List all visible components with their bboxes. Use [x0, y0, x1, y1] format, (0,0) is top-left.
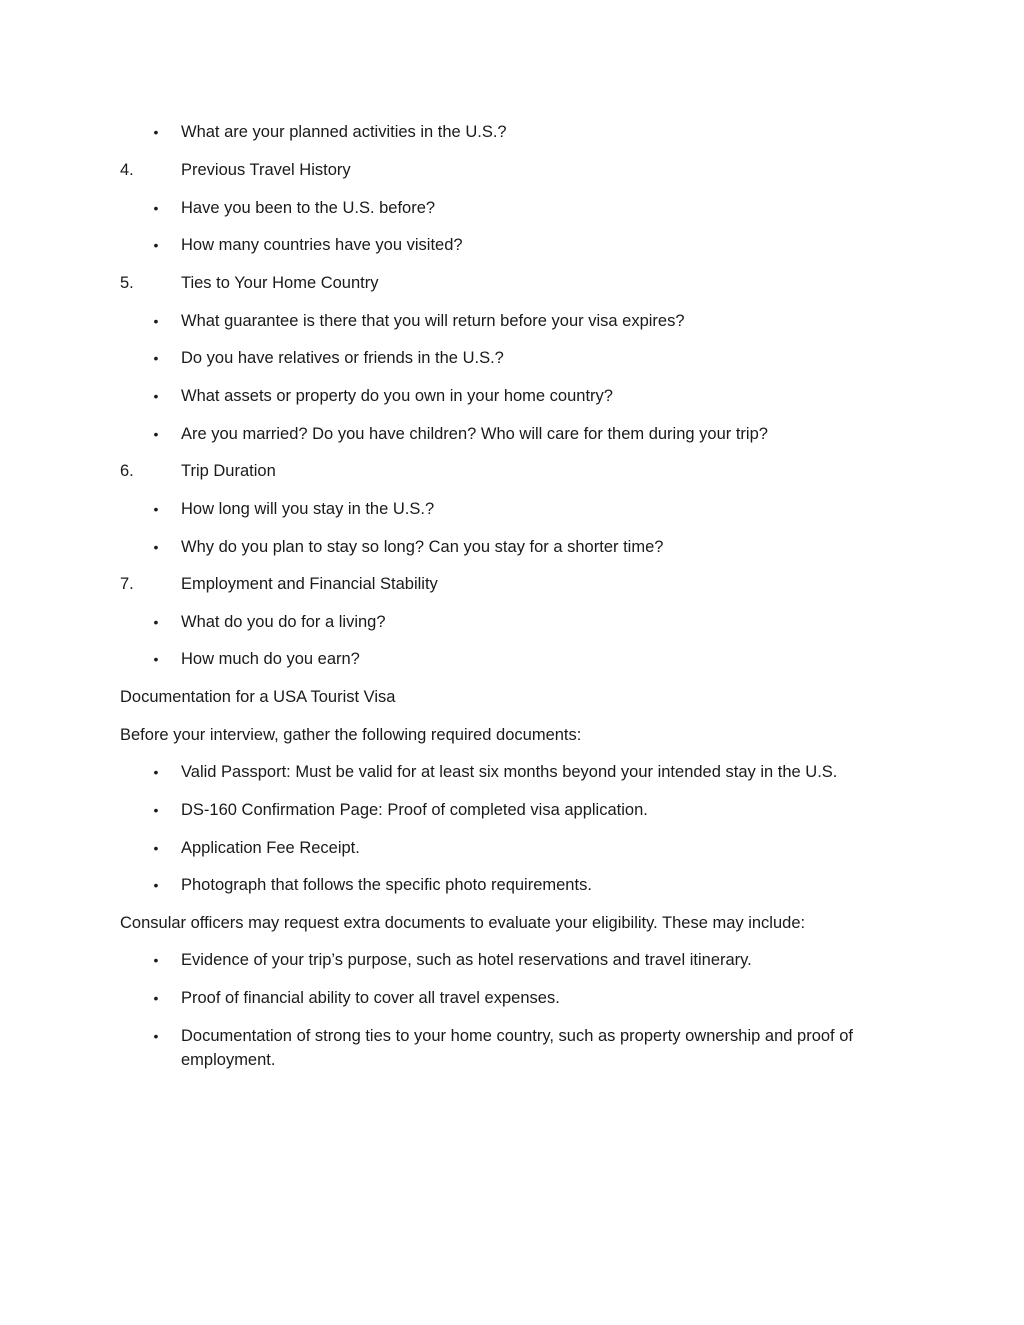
bullet: •	[153, 990, 159, 1006]
bullet: •	[153, 426, 159, 442]
item-number: 6.	[120, 462, 134, 480]
bullet: •	[153, 877, 159, 893]
bullet: •	[153, 651, 159, 667]
list-item-text: Photograph that follows the specific photo requirements.	[181, 876, 592, 894]
list-item-text: How many countries have you visited?	[181, 236, 463, 254]
list-item-text: Have you been to the U.S. before?	[181, 199, 436, 217]
list-item-text: Are you married? Do you have children? Who will care for them during your trip?	[181, 425, 768, 443]
list-item-text: Documentation of strong ties to your home country, such as property ownership and proof of employment.	[181, 1027, 853, 1069]
section-title: Employment and Financial Stability	[181, 575, 438, 593]
bullet: •	[153, 388, 159, 404]
bullet: •	[153, 501, 159, 517]
bullet: •	[153, 313, 159, 329]
section-heading: Documentation for a USA Tourist Visa	[120, 688, 396, 706]
paragraph: Consular officers may request extra documents to evaluate your eligibility. These may include:	[120, 914, 806, 932]
list-item-text: Proof of financial ability to cover all travel expenses.	[181, 989, 560, 1007]
section-title: Ties to Your Home Country	[181, 274, 379, 292]
bullet: •	[153, 840, 159, 856]
bullet: •	[153, 350, 159, 366]
bullet: •	[153, 952, 159, 968]
list-item-text: Do you have relatives or friends in the U.S.?	[181, 349, 504, 367]
bullet: •	[153, 124, 159, 140]
paragraph: Before your interview, gather the following required documents:	[120, 726, 582, 744]
list-item-text: Valid Passport: Must be valid for at least six months beyond your intended stay in the U.S.	[181, 763, 838, 781]
section-title: Trip Duration	[181, 462, 276, 480]
list-item-text: How long will you stay in the U.S.?	[181, 500, 435, 518]
list-item-text: Why do you plan to stay so long? Can you stay for a shorter time?	[181, 538, 664, 556]
list-item-text: Application Fee Receipt.	[181, 839, 360, 857]
bullet: •	[153, 200, 159, 216]
item-number: 7.	[120, 575, 134, 593]
bullet: •	[153, 764, 159, 780]
item-number: 5.	[120, 274, 134, 292]
list-item-text: How much do you earn?	[181, 650, 360, 668]
bullet: •	[153, 802, 159, 818]
bullet: •	[153, 237, 159, 253]
list-item-text: What do you do for a living?	[181, 613, 386, 631]
bullet: •	[153, 1028, 159, 1044]
list-item-text: DS-160 Confirmation Page: Proof of completed visa application.	[181, 801, 648, 819]
section-title: Previous Travel History	[181, 161, 351, 179]
bullet: •	[153, 614, 159, 630]
list-item-text: Evidence of your trip’s purpose, such as hotel reservations and travel itinerary.	[181, 951, 752, 969]
list-item-text: What assets or property do you own in your home country?	[181, 387, 613, 405]
list-item-text: What guarantee is there that you will return before your visa expires?	[181, 312, 685, 330]
list-item-text: What are your planned activities in the U.S.?	[181, 123, 507, 141]
item-number: 4.	[120, 161, 134, 179]
bullet: •	[153, 539, 159, 555]
